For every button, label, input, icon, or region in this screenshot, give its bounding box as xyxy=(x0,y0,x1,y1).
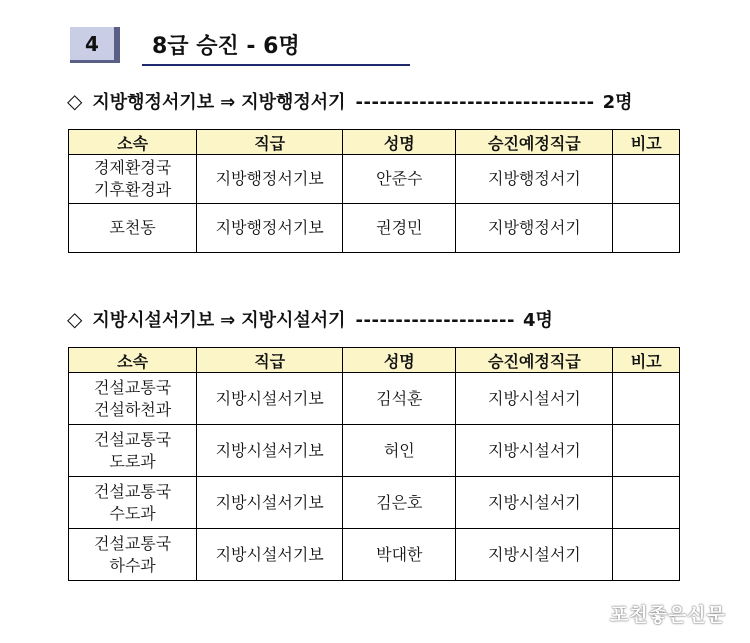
diamond-icon: ◇ xyxy=(67,89,83,113)
target-rank-cell: 지방시설서기 xyxy=(456,529,613,581)
target-rank-cell: 지방행정서기 xyxy=(456,204,613,253)
table-row xyxy=(69,477,680,529)
column-header: 소속 xyxy=(69,348,197,373)
section-number-box xyxy=(70,27,120,63)
section-number: 4 xyxy=(85,31,99,56)
rank-cell: 지방행정서기보 xyxy=(197,204,343,253)
column-header: 소속 xyxy=(69,130,197,155)
table-row xyxy=(69,529,680,581)
promotion-count: 2명 xyxy=(602,92,633,113)
table-header-row xyxy=(69,348,680,373)
table-row xyxy=(69,373,680,425)
dept-cell: 건설교통국 건설하천과 xyxy=(69,373,197,425)
promotion-count: 4명 xyxy=(522,310,553,331)
arrow-icon: ⇒ xyxy=(220,310,236,331)
column-header: 비고 xyxy=(613,348,680,373)
column-header: 승진예정직급 xyxy=(456,348,613,373)
name-cell: 김은호 xyxy=(343,477,456,529)
section-heading-facility xyxy=(67,306,687,332)
arrow-icon: ⇒ xyxy=(220,92,236,113)
rank-cell: 지방시설서기보 xyxy=(197,425,343,477)
name-cell: 권경민 xyxy=(343,204,456,253)
column-header: 직급 xyxy=(197,130,343,155)
target-rank-cell: 지방시설서기 xyxy=(456,477,613,529)
promotion-to: 지방행정서기 xyxy=(241,92,346,113)
table-row xyxy=(69,155,680,204)
name-cell: 안준수 xyxy=(343,155,456,204)
diamond-icon: ◇ xyxy=(67,307,83,331)
column-header: 성명 xyxy=(343,348,456,373)
rank-cell: 지방시설서기보 xyxy=(197,529,343,581)
rank-cell: 지방행정서기보 xyxy=(197,155,343,204)
dept-cell: 포천동 xyxy=(69,204,197,253)
dept-cell: 건설교통국 수도과 xyxy=(69,477,197,529)
promotion-table-facility xyxy=(68,347,680,581)
target-rank-cell: 지방행정서기 xyxy=(456,155,613,204)
dash-leader: ------------------------------ xyxy=(355,92,595,113)
promotion-table-admin xyxy=(68,129,680,253)
watermark: 포천좋은신문 xyxy=(609,604,726,626)
promotion-to: 지방시설서기 xyxy=(241,310,346,331)
page-title: 8급 승진 - 6명 xyxy=(152,34,300,59)
promotion-from: 지방시설서기보 xyxy=(92,310,215,331)
name-cell: 박대한 xyxy=(343,529,456,581)
column-header: 승진예정직급 xyxy=(456,130,613,155)
dept-cell: 건설교통국 하수과 xyxy=(69,529,197,581)
note-cell xyxy=(613,373,680,425)
name-cell: 허인 xyxy=(343,425,456,477)
name-cell: 김석훈 xyxy=(343,373,456,425)
note-cell xyxy=(613,155,680,204)
rank-cell: 지방시설서기보 xyxy=(197,477,343,529)
rank-cell: 지방시설서기보 xyxy=(197,373,343,425)
column-header: 직급 xyxy=(197,348,343,373)
note-cell xyxy=(613,425,680,477)
promotion-from: 지방행정서기보 xyxy=(92,92,215,113)
table-header-row xyxy=(69,130,680,155)
title-underline xyxy=(142,64,410,66)
dept-cell: 경제환경국 기후환경과 xyxy=(69,155,197,204)
column-header: 비고 xyxy=(613,130,680,155)
section-heading-admin xyxy=(67,88,687,114)
target-rank-cell: 지방시설서기 xyxy=(456,425,613,477)
note-cell xyxy=(613,529,680,581)
dash-leader: -------------------- xyxy=(355,310,515,331)
note-cell xyxy=(613,477,680,529)
table-row xyxy=(69,425,680,477)
target-rank-cell: 지방시설서기 xyxy=(456,373,613,425)
column-header: 성명 xyxy=(343,130,456,155)
table-row xyxy=(69,204,680,253)
dept-cell: 건설교통국 도로과 xyxy=(69,425,197,477)
note-cell xyxy=(613,204,680,253)
